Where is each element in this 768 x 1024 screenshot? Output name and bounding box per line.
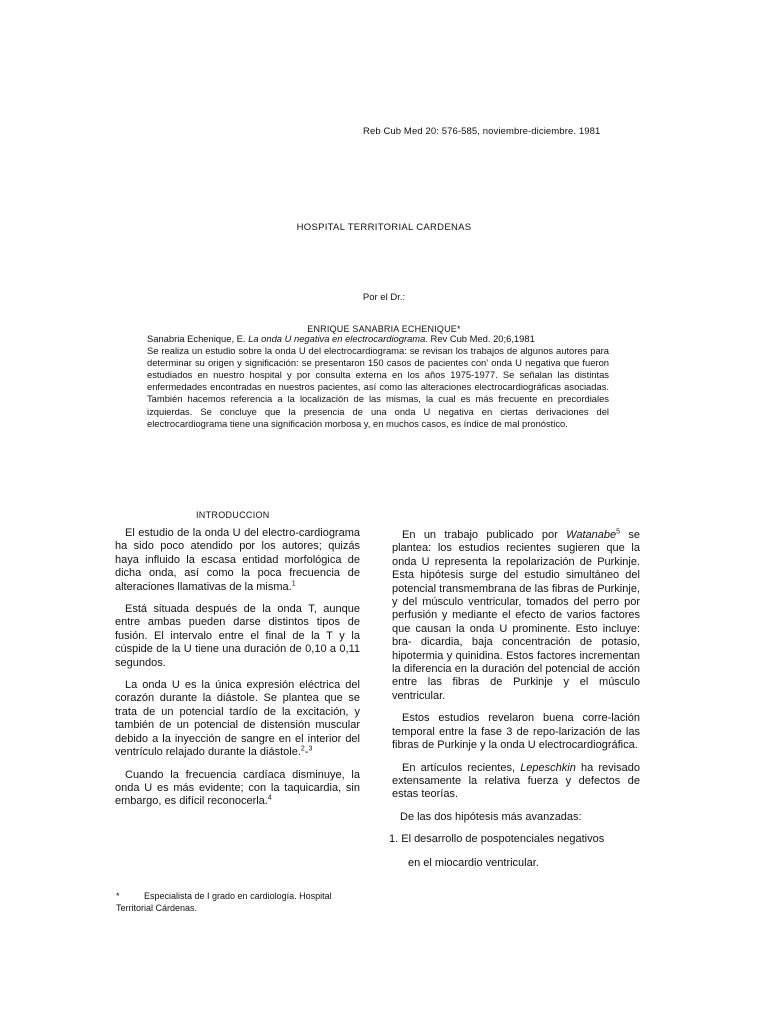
paragraph — [392, 529, 640, 703]
abstract-ref-source: Rev Cub Med. 20;6,1981 — [430, 333, 535, 344]
list-item — [389, 833, 640, 846]
author-name: ENRIQUE SANABRIA ECHENIQUE* — [307, 324, 461, 334]
paragraph-text: El estudio de la onda U del electro-cardiograma ha sido poco atendido por los autores; quizás haya influido la escasa entidad morfológica de dicha onda, así como la poca frecuencia de alteraciones llamativas de la misma. — [115, 527, 360, 593]
left-column — [115, 527, 360, 818]
abstract — [147, 333, 609, 430]
paragraph-text: En artículos recientes, — [402, 761, 516, 774]
footnote-ref-separator: - — [304, 746, 309, 759]
hospital-name: HOSPITAL TERRITORIAL CARDENAS — [296, 222, 472, 233]
abstract-text: Se realiza un estudio sobre la onda U del electrocardiograma: se revisan los trabajos de algunos autores para determinar su origen y significación: se presentaron 150 casos de pacientes con' onda U negativa que fueron estudiados en nuestro hospital y por consulta externa en los años 1975-1977. Se señalan las distintas enfermedades encontradas en nuestros pacientes, así como las alteraciones electrocardiográficas asociadas. También hacemos referencia a la localización de las mismas, la cual es más frecuente en precordiales izquierdas. Se concluye que la presencia de una onda U negativa en ciertas derivaciones del electrocardiograma tiene una significación morbosa y, en muchos casos, es índice de mal pronóstico. — [147, 345, 609, 429]
paragraph — [115, 527, 360, 594]
footnote-text: Especialista de I grado en cardiología. Hospital Territorial Cárdenas. — [116, 891, 332, 913]
paragraph — [392, 712, 640, 752]
paragraph — [115, 603, 360, 670]
footnote-ref: 1 — [291, 579, 296, 587]
section-heading-introduccion: INTRODUCCION — [196, 510, 270, 520]
list-item-continuation — [392, 857, 640, 870]
cited-author: Watanabe — [566, 529, 617, 541]
footnote-ref: 2 — [300, 745, 305, 753]
footnote-ref: 3 — [308, 745, 313, 753]
footnote-marker: * — [116, 891, 120, 901]
paragraph-text: Estos estudios revelaron buena corre-lación temporal entre la fase 3 de repo-larización de las fibras de Purkinje y la onda U electrocardiográfica. — [392, 712, 640, 752]
paragraph-text: En un trabajo publicado por — [402, 529, 558, 541]
paragraph — [392, 762, 640, 802]
paragraph — [115, 679, 360, 759]
list-item-text: en el miocardio ventricular. — [408, 856, 539, 869]
paragraph-text: De las dos hipótesis más avanzadas: — [400, 810, 582, 823]
byline: Por el Dr.: — [362, 292, 406, 303]
footnote — [116, 891, 362, 914]
paragraph-text: ha revisado extensamente la relativa fuerza y defectos de estas teorías. — [392, 761, 640, 801]
paragraph-text: se plantea: los estudios recientes sugieren que la onda U representa la repolarización de Purkinje. Esta hipótesis surge del estudio simultáneo del potencial transmembrana de las fibras de Purkinje, y del músculo ventricular, tomados del perro por perfusión y mediante el efecto de varios factores que causan la onda U prominente. Esto incluye: bra- dicardia, baja concentración de potasio, hipotermia y quinidina. Estos factores incrementan la diferencia en la duración del potencial de acción entre las fibras de Purkinje y el músculo ventricular. — [392, 529, 641, 702]
abstract-ref-authors: Sanabria Echenique, E. — [147, 333, 246, 344]
journal-citation: Reb Cub Med 20: 576-585, noviembre-diciembre. 1981 — [363, 126, 601, 137]
paragraph — [115, 769, 360, 809]
paragraph-text: La onda U es la única expresión eléctrica del corazón durante la diástole. Se plantea que se trata de un potencial tardío de la excitación, y también de un potencial de distensión muscular debido a la inyección de sangre en el interior del ventrículo relajado durante la diástole. — [115, 679, 360, 759]
footnote-ref: 4 — [267, 794, 272, 802]
footnote-ref: 5 — [616, 528, 621, 536]
cited-author: Lepeschkin — [520, 761, 576, 774]
paragraph — [392, 811, 640, 824]
right-column — [389, 528, 641, 879]
paragraph-text: Está situada después de la onda T, aunque entre ambas pueden darse distintos tipos de fusión. El intervalo entre el final de la T y la cúspide de la U tiene una duración de 0,10 a 0,11 segundos. — [115, 603, 360, 669]
abstract-ref-title: La onda U negativa en electrocardiograma. — [248, 333, 428, 344]
list-item-text: 1. El desarrollo de pospotenciales negativos — [389, 833, 605, 846]
paragraph-text: Cuando la frecuencia cardíaca disminuye, la onda U es más evidente; con la taquicardia, sin embargo, es difícil reconocerla. — [115, 768, 360, 808]
